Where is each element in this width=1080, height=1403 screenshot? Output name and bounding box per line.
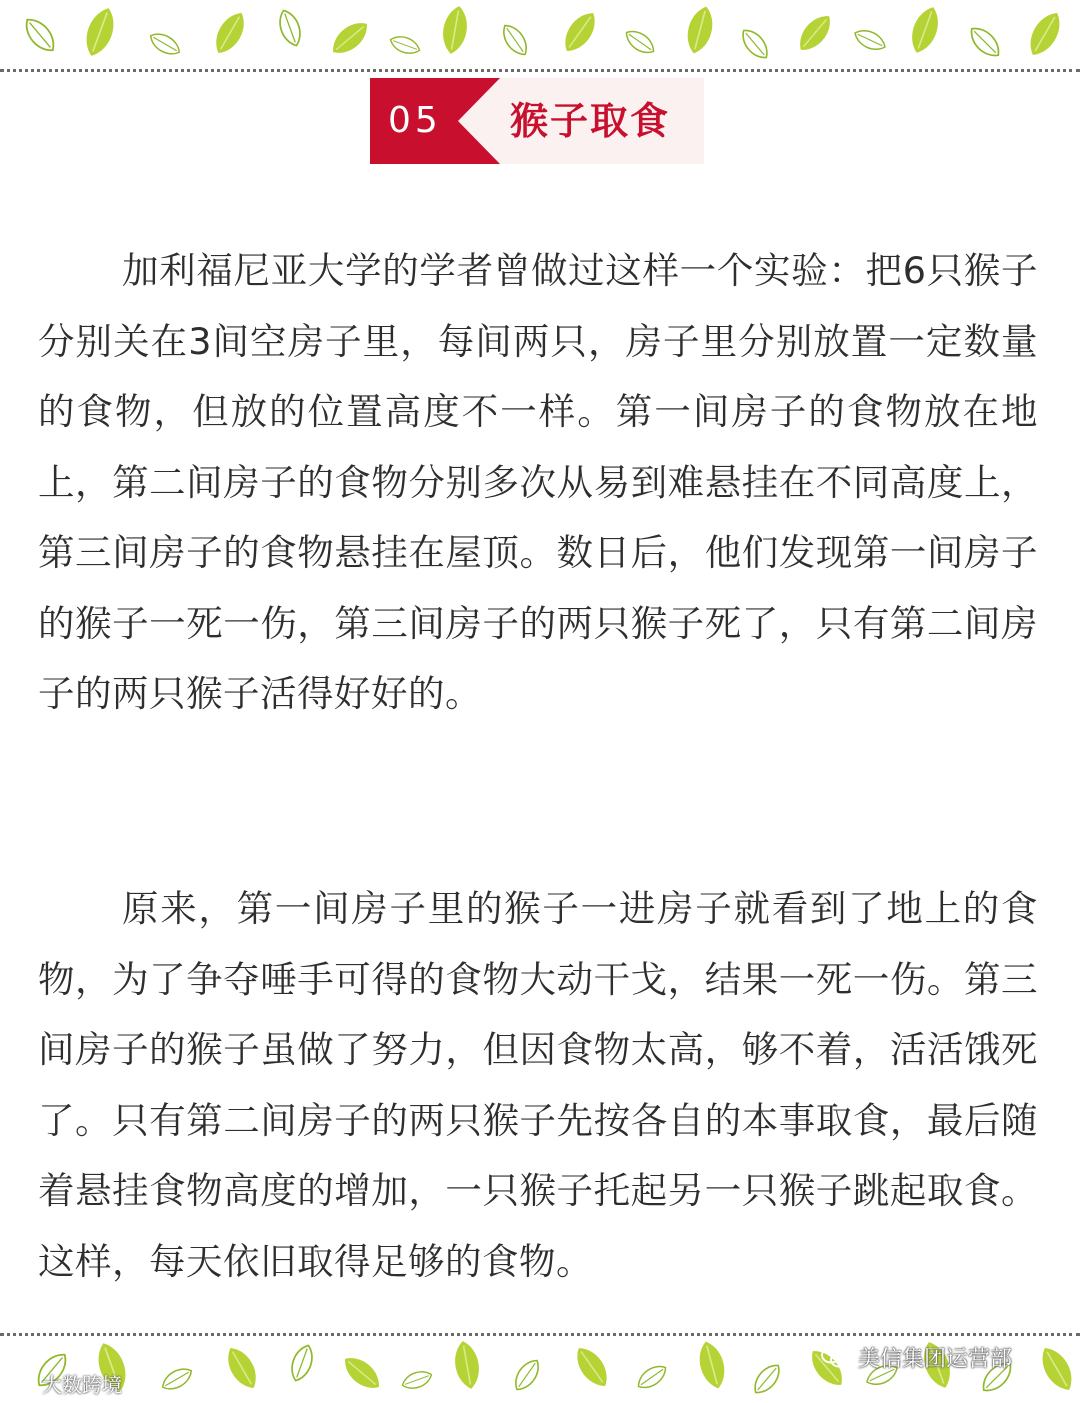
- top-leaf-1: [80, 4, 120, 60]
- top-leaf-8: [498, 21, 532, 59]
- section-header: [370, 78, 704, 164]
- bottom-leaf-17: [1035, 1342, 1079, 1395]
- leaf-decoration-top: [0, 0, 1080, 70]
- bottom-leaf-4: [287, 1342, 317, 1383]
- wechat-icon: [820, 1344, 850, 1370]
- top-leaf-7: [439, 4, 470, 56]
- top-leaf-14: [852, 26, 889, 54]
- top-dotted-divider: [0, 69, 1080, 72]
- bottom-leaf-9: [570, 1342, 615, 1392]
- bottom-leaf-6: [400, 1368, 434, 1392]
- top-leaf-3: [209, 7, 251, 58]
- top-leaf-17: [1023, 7, 1067, 60]
- top-leaf-6: [388, 33, 422, 57]
- top-leaf-9: [558, 7, 603, 57]
- bottom-leaf-8: [510, 1356, 544, 1394]
- bottom-leaf-11: [695, 1339, 730, 1392]
- top-leaf-13: [793, 9, 837, 56]
- watermark-right-text: 美信集团运营部: [858, 1346, 1013, 1372]
- bottom-leaf-5: [338, 1351, 385, 1395]
- bottom-leaf-7: [451, 1339, 482, 1391]
- top-leaf-15: [906, 3, 944, 56]
- top-leaf-11: [683, 4, 718, 57]
- top-leaf-5: [326, 16, 373, 60]
- bottom-leaf-12: [749, 1360, 784, 1398]
- top-leaf-16: [965, 22, 1004, 61]
- top-leaf-0: [20, 14, 60, 56]
- watermark-left: [10, 1368, 122, 1398]
- section-title: 猴子取食: [510, 99, 671, 143]
- bottom-leaf-10: [634, 1361, 670, 1393]
- top-leaf-border: [0, 0, 1080, 70]
- watermark-right: [820, 1340, 1012, 1374]
- bottom-leaf-2: [159, 1364, 195, 1394]
- paragraph-explanation: 原来，第一间房子里的猴子一进房子就看到了地上的食物，为了争夺唾手可得的食物大动干戈，结果一死一伤。第三间房子的猴子虽做了努力，但因食物太高，够不着，活活饿死了。只有第二间房子的两只猴子先按各自的本事取食，最后随着悬挂食物高度的增加，一只猴子托起另一只猴子跳起取食。这样，每天依旧取得足够的食物。: [38, 887, 1038, 1283]
- bottom-leaf-3: [221, 1342, 263, 1393]
- top-leaf-4: [275, 7, 305, 48]
- paragraph-experiment: 加利福尼亚大学的学者曾做过这样一个实验：把6只猴子分别关在3间空房子里，每间两只，房子里分别放置一定数量的食物，但放的位置高度不一样。第一间房子的食物放在地上，第二间房子的食物分别多次从易到难悬挂在不同高度上，第三间房子的食物悬挂在屋顶。数日后，他们发现第一间房子的猴子一死一伤，第三间房子的两只猴子死了，只有第二间房子的两只猴子活得好好的。: [38, 249, 1038, 715]
- top-leaf-12: [737, 25, 772, 63]
- bottom-dotted-divider: [0, 1333, 1080, 1336]
- watermark-left-text: 大数跨境: [42, 1372, 122, 1397]
- brand-logo-icon: [10, 1372, 36, 1394]
- top-leaf-2: [147, 29, 183, 59]
- top-leaf-10: [622, 26, 658, 58]
- section-number: 05: [388, 100, 442, 141]
